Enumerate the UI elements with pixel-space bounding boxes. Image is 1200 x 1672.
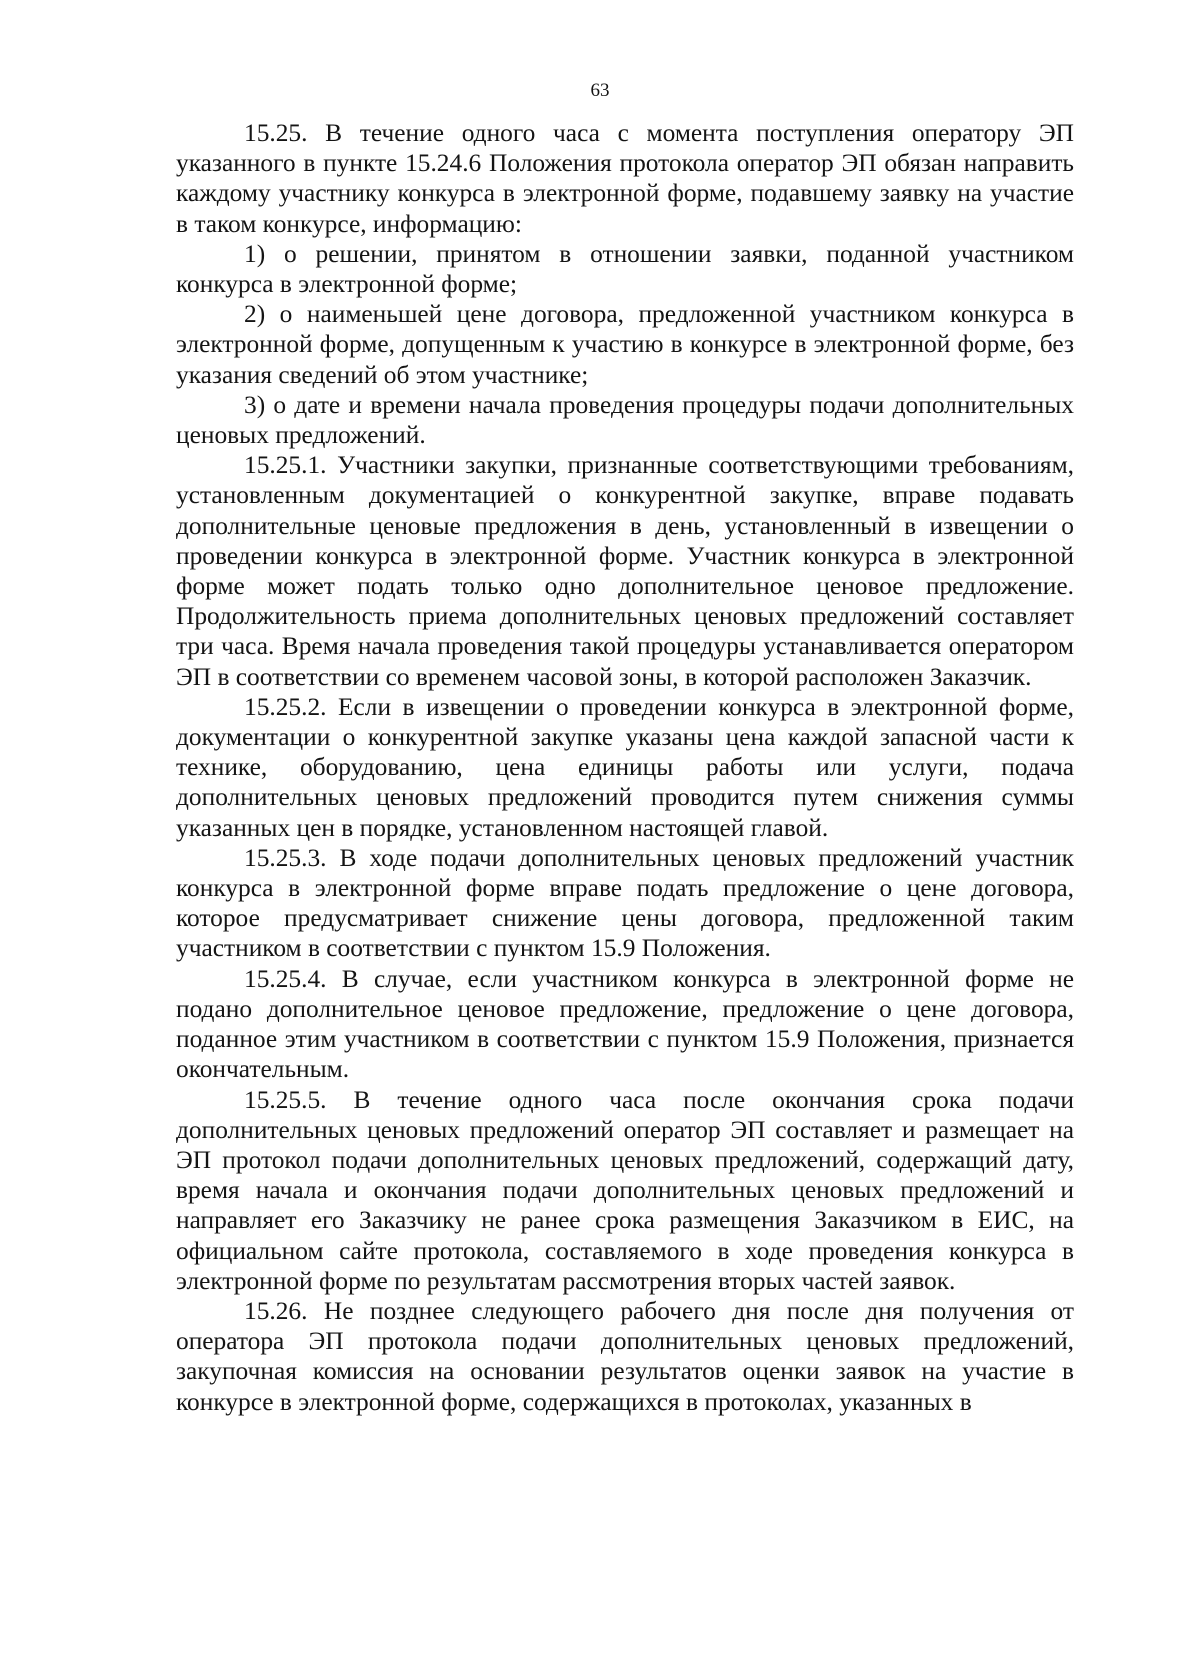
paragraph-15-25-5: 15.25.5. В течение одного часа после окончания срока подачи дополнительных ценовых предложений оператор ЭП составляет и размещает на ЭП протокол подачи дополнительных ценовых предложений, содержащий дату, время начала и окончания подачи дополнительных ценовых предложений и направляет его Заказчику не ранее срока размещения Заказчиком в ЕИС, на официальном сайте протокола, составляемого в ходе проведения конкурса в электронной форме по результатам рассмотрения вторых частей заявок. (176, 1085, 1074, 1295)
list-item-1: 1) о решении, принятом в отношении заявки, поданной участником конкурса в электронной форме; (176, 239, 1074, 299)
document-body (176, 118, 1074, 1417)
list-item-2: 2) о наименьшей цене договора, предложенной участником конкурса в электронной форме, допущенным к участию в конкурсе в электронной форме, без указания сведений об этом участнике; (176, 300, 1074, 389)
paragraph-15-25-3: 15.25.3. В ходе подачи дополнительных ценовых предложений участник конкурса в электронной форме вправе подать предложение о цене договора, которое предусматривает снижение цены договора, предложенной таким участником в соответствии с пунктом 15.9 Положения. (176, 843, 1074, 963)
paragraph-15-26: 15.26. Не позднее следующего рабочего дня после дня получения от оператора ЭП протокола подачи дополнительных ценовых предложений, закупочная комиссия на основании результатов оценки заявок на участие в конкурсе в электронной форме, содержащихся в протоколах, указанных в (176, 1296, 1074, 1416)
paragraph-15-25-2: 15.25.2. Если в извещении о проведении конкурса в электронной форме, документации о конкурентной закупке указаны цена каждой запасной части к технике, оборудованию, цена единицы работы или услуги, подача дополнительных ценовых предложений проводится путем снижения суммы указанных цен в порядке, установленном настоящей главой. (176, 692, 1074, 842)
list-item-3: 3) о дате и времени начала проведения процедуры подачи дополнительных ценовых предложений. (176, 390, 1074, 450)
paragraph-15-25-1: 15.25.1. Участники закупки, признанные соответствующими требованиям, установленным документацией о конкурентной закупке, вправе подавать дополнительные ценовые предложения в день, установленный в извещении о проведении конкурса в электронной форме. Участник конкурса в электронной форме может подать только одно дополнительное ценовое предложение. Продолжительность приема дополнительных ценовых предложений составляет три часа. Время начала проведения такой процедуры устанавливается оператором ЭП в соответствии со временем часовой зоны, в которой расположен Заказчик. (176, 451, 1074, 691)
paragraph-15-25: 15.25. В течение одного часа с момента поступления оператору ЭП указанного в пункте 15.24.6 Положения протокола оператор ЭП обязан направить каждому участнику конкурса в электронной форме, подавшему заявку на участие в таком конкурсе, информацию: (176, 119, 1074, 238)
paragraph-15-25-4: 15.25.4. В случае, если участником конкурса в электронной форме не подано дополнительное ценовое предложение, предложение о цене договора, поданное этим участником в соответствии с пунктом 15.9 Положения, признается окончательным. (176, 964, 1074, 1084)
page-number: 63 (590, 80, 610, 101)
